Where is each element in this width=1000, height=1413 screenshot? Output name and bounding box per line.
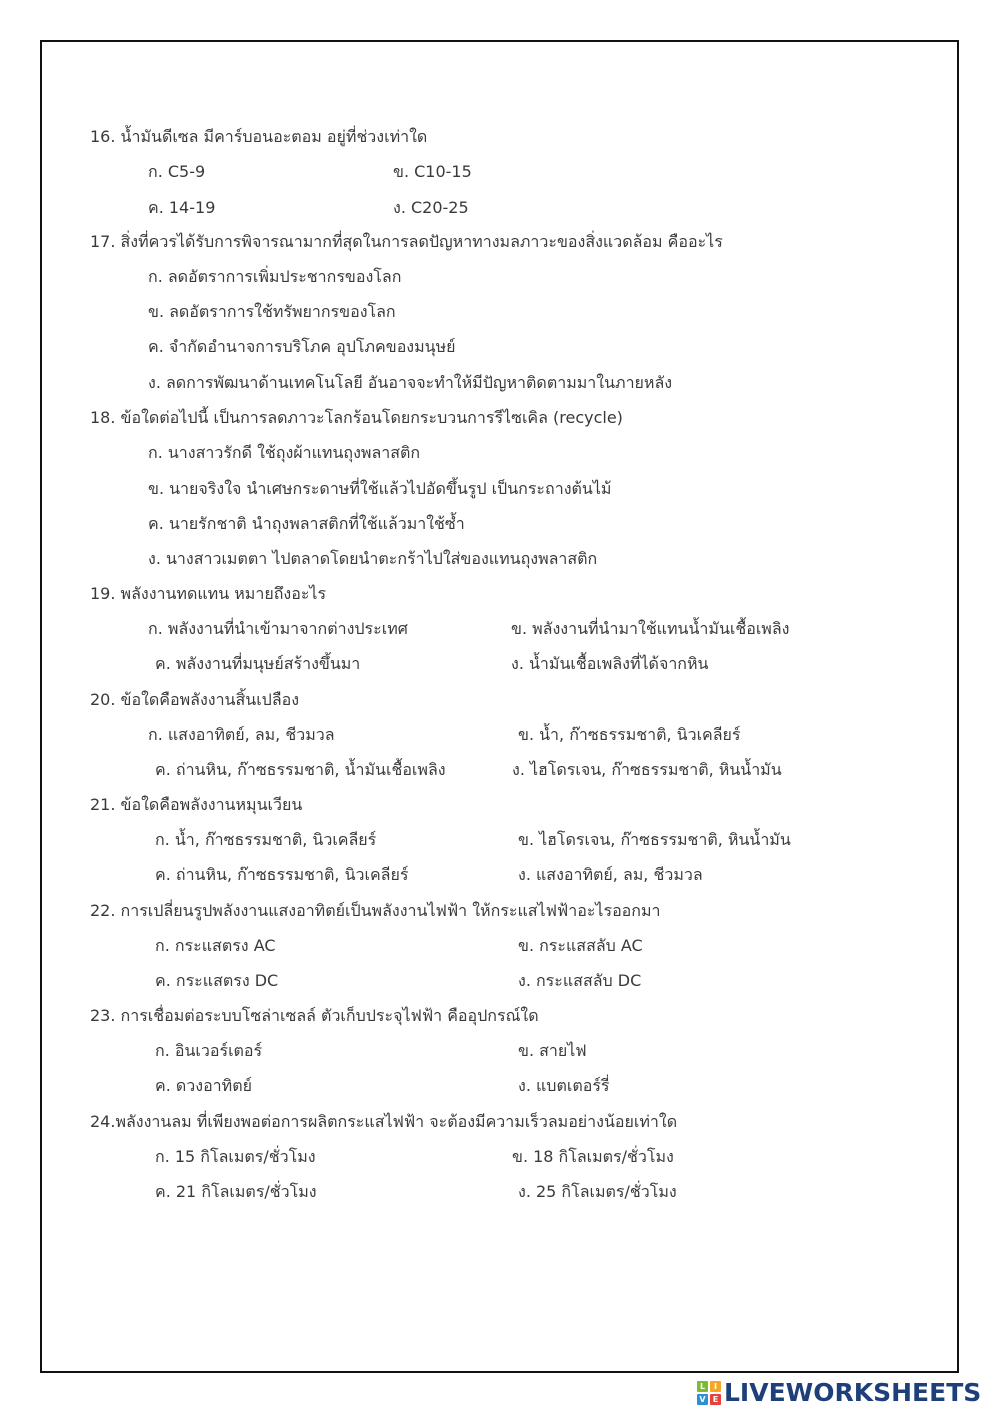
q22-option-a[interactable]: ก. กระแสตรง AC [155, 936, 276, 955]
q21-option-b[interactable]: ข. ไฮโดรเจน, ก๊าซธรรมชาติ, หินน้ำมัน [518, 830, 791, 849]
q22-option-b[interactable]: ข. กระแสสลับ AC [518, 936, 643, 955]
logo-tile-l: L [697, 1381, 708, 1392]
question-23: 23. การเชื่อมต่อระบบโซล่าเซลล์ ตัวเก็บประจุไฟฟ้า คืออุปกรณ์ใด [90, 1006, 539, 1025]
question-17: 17. สิ่งที่ควรได้รับการพิจารณามากที่สุดในการลดปัญหาทางมลภาวะของสิ่งแวดล้อม คืออะไร [90, 232, 723, 251]
q21-option-c[interactable]: ค. ถ่านหิน, ก๊าซธรรมชาติ, นิวเคลียร์ [155, 865, 409, 884]
question-18: 18. ข้อใดต่อไปนี้ เป็นการลดภาวะโลกร้อนโดยกระบวนการรีไซเคิล (recycle) [90, 408, 623, 427]
logo-tile-i: I [710, 1381, 721, 1392]
question-19: 19. พลังงานทดแทน หมายถึงอะไร [90, 584, 327, 603]
q18-option-c[interactable]: ค. นายรักชาติ นำถุงพลาสติกที่ใช้แล้วมาใช้ซ้ำ [148, 514, 465, 533]
q17-option-b[interactable]: ข. ลดอัตราการใช้ทรัพยากรของโลก [148, 302, 396, 321]
q24-option-c[interactable]: ค. 21 กิโลเมตร/ชั่วโมง [155, 1182, 317, 1201]
q19-option-a[interactable]: ก. พลังงานที่นำเข้ามาจากต่างประเทศ [148, 619, 408, 638]
q24-option-a[interactable]: ก. 15 กิโลเมตร/ชั่วโมง [155, 1147, 316, 1166]
q16-option-b[interactable]: ข. C10-15 [393, 162, 472, 181]
q18-option-a[interactable]: ก. นางสาวรักดี ใช้ถุงผ้าแทนถุงพลาสติก [148, 443, 421, 462]
q23-option-b[interactable]: ข. สายไฟ [518, 1041, 587, 1060]
q23-option-a[interactable]: ก. อินเวอร์เตอร์ [155, 1041, 263, 1060]
q16-option-a[interactable]: ก. C5-9 [148, 162, 206, 181]
q24-option-d[interactable]: ง. 25 กิโลเมตร/ชั่วโมง [518, 1182, 677, 1201]
q23-option-c[interactable]: ค. ดวงอาทิตย์ [155, 1076, 252, 1095]
q19-option-d[interactable]: ง. น้ำมันเชื้อเพลิงที่ได้จากหิน [511, 654, 709, 673]
live-tiles-icon [697, 1381, 721, 1405]
q17-option-d[interactable]: ง. ลดการพัฒนาด้านเทคโนโลยี อันอาจจะทำให้มีปัญหาติดตามมาในภายหลัง [148, 373, 673, 392]
q18-option-d[interactable]: ง. นางสาวเมตตา ไปตลาดโดยนำตะกร้าไปใส่ของแทนถุงพลาสติก [148, 549, 598, 568]
q20-option-c[interactable]: ค. ถ่านหิน, ก๊าซธรรมชาติ, น้ำมันเชื้อเพลิง [155, 760, 446, 779]
question-16: 16. น้ำมันดีเซล มีคาร์บอนอะตอม อยู่ที่ช่วงเท่าใด [90, 127, 428, 146]
q21-option-a[interactable]: ก. น้ำ, ก๊าซธรรมชาติ, นิวเคลียร์ [155, 830, 377, 849]
q21-option-d[interactable]: ง. แสงอาทิตย์, ลม, ชีวมวล [518, 865, 703, 884]
question-21: 21. ข้อใดคือพลังงานหมุนเวียน [90, 795, 303, 814]
q20-option-a[interactable]: ก. แสงอาทิตย์, ลม, ชีวมวล [148, 725, 335, 744]
q16-option-c[interactable]: ค. 14-19 [148, 198, 216, 217]
liveworksheets-logo[interactable] [697, 1378, 981, 1408]
q18-option-b[interactable]: ข. นายจริงใจ นำเศษกระดาษที่ใช้แล้วไปอัดขึ้นรูป เป็นกระถางต้นไม้ [148, 479, 612, 498]
q24-option-b[interactable]: ข. 18 กิโลเมตร/ชั่วโมง [512, 1147, 674, 1166]
q22-option-c[interactable]: ค. กระแสตรง DC [155, 971, 279, 990]
q17-option-a[interactable]: ก. ลดอัตราการเพิ่มประชากรของโลก [148, 267, 402, 286]
q20-option-b[interactable]: ข. น้ำ, ก๊าซธรรมชาติ, นิวเคลียร์ [518, 725, 741, 744]
logo-tile-e: E [710, 1394, 721, 1405]
logo-text: LIVEWORKSHEETS [724, 1378, 982, 1407]
q19-option-c[interactable]: ค. พลังงานที่มนุษย์สร้างขึ้นมา [155, 654, 361, 673]
q19-option-b[interactable]: ข. พลังงานที่นำมาใช้แทนน้ำมันเชื้อเพลิง [511, 619, 790, 638]
q20-option-d[interactable]: ง. ไฮโดรเจน, ก๊าซธรรมชาติ, หินน้ำมัน [512, 760, 782, 779]
q16-option-d[interactable]: ง. C20-25 [393, 198, 469, 217]
question-24: 24.พลังงานลม ที่เพียงพอต่อการผลิตกระแสไฟฟ้า จะต้องมีความเร็วลมอย่างน้อยเท่าใด [90, 1112, 678, 1131]
question-22: 22. การเปลี่ยนรูปพลังงานแสงอาทิตย์เป็นพลังงานไฟฟ้า ให้กระแสไฟฟ้าอะไรออกมา [90, 901, 661, 920]
question-20: 20. ข้อใดคือพลังงานสิ้นเปลือง [90, 690, 300, 709]
q17-option-c[interactable]: ค. จำกัดอำนาจการบริโภค อุปโภคของมนุษย์ [148, 337, 456, 356]
logo-tile-v: V [697, 1394, 708, 1405]
q22-option-d[interactable]: ง. กระแสสลับ DC [518, 971, 642, 990]
q23-option-d[interactable]: ง. แบตเตอร์รี่ [518, 1076, 610, 1095]
